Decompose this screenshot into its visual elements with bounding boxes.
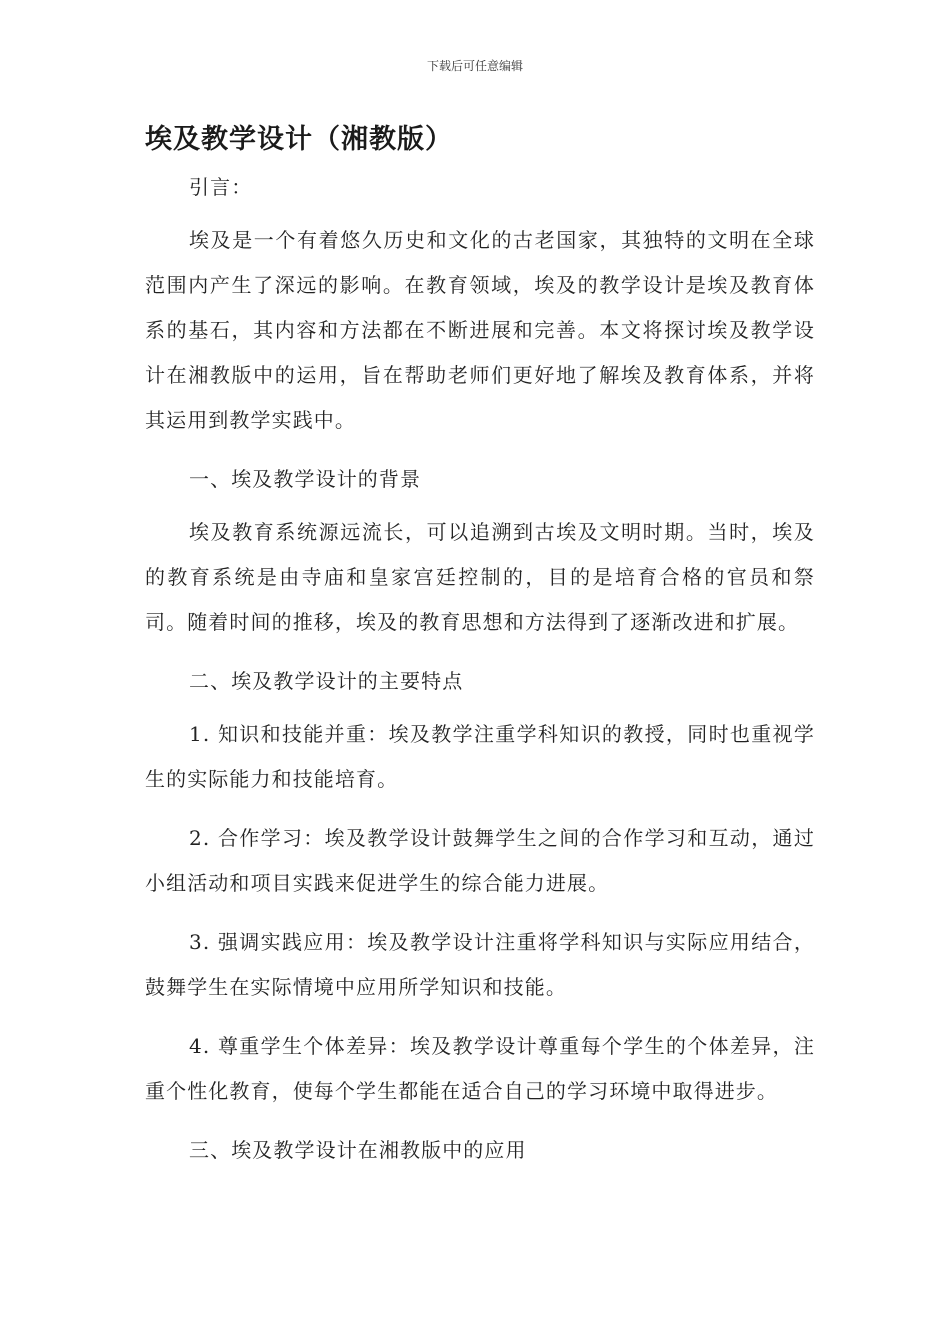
document-body (145, 165, 815, 1181)
feature-item-2: 2. 合作学习：埃及教学设计鼓舞学生之间的合作学习和互动，通过小组活动和项目实践来促进学生的综合能力进展。 (145, 826, 815, 895)
intro-label: 引言： (189, 175, 253, 199)
intro-paragraph: 埃及是一个有着悠久历史和文化的古老国家，其独特的文明在全球范围内产生了深远的影响。在教育领域，埃及的教学设计是埃及教育体系的基石，其内容和方法都在不断进展和完善。本文将探讨埃及教学设计在湘教版中的运用，旨在帮助老师们更好地了解埃及教育体系，并将其运用到教学实践中。 (145, 228, 815, 432)
feature-item-1: 1. 知识和技能并重：埃及教学注重学科知识的教授，同时也重视学生的实际能力和技能培育。 (145, 722, 815, 791)
section-heading-features: 二、埃及教学设计的主要特点 (189, 669, 464, 693)
header-note: 下载后可任意编辑 (426, 59, 523, 73)
feature-item-4: 4. 尊重学生个体差异：埃及教学设计尊重每个学生的个体差异，注重个性化教育，使每个学生都能在适合自己的学习环境中取得进步。 (145, 1034, 815, 1103)
background-paragraph: 埃及教育系统源远流长，可以追溯到古埃及文明时期。当时，埃及的教育系统是由寺庙和皇家宫廷控制的，目的是培育合格的官员和祭司。随着时间的推移，埃及的教育思想和方法得到了逐渐改进和扩展。 (145, 520, 815, 634)
feature-item-3: 3. 强调实践应用：埃及教学设计注重将学科知识与实际应用结合，鼓舞学生在实际情境中应用所学知识和技能。 (145, 930, 815, 999)
section-heading-application: 三、埃及教学设计在湘教版中的应用 (189, 1138, 527, 1162)
section-heading-background: 一、埃及教学设计的背景 (189, 467, 422, 491)
document-title: 埃及教学设计（湘教版） (145, 124, 453, 155)
